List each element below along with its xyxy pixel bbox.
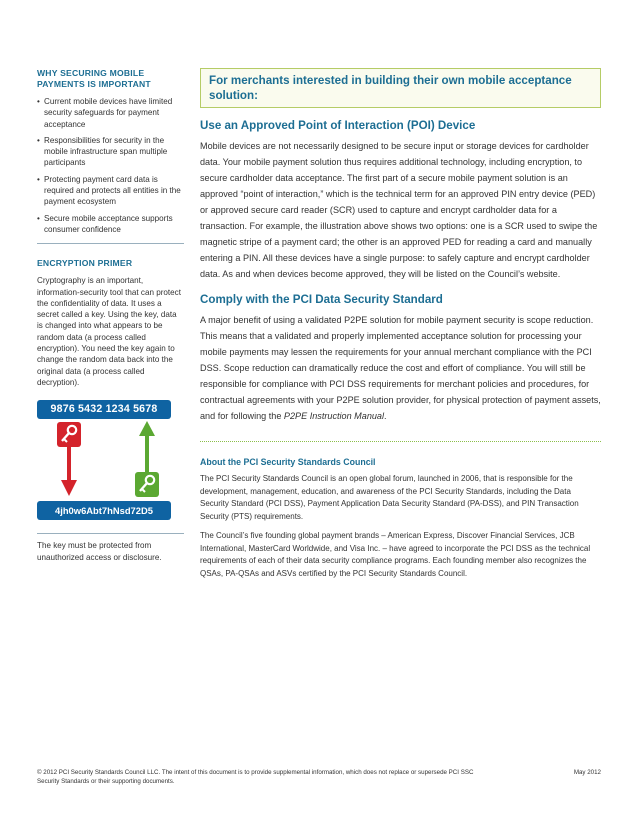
bullet-item: • Responsibilities for security in the mobile infrastructure span multiple participants [37,135,184,169]
section2-end: . [384,411,387,421]
key-icon [135,472,159,497]
key-caption: The key must be protected from unauthorized access or disclosure. [37,541,162,562]
primer-text: Cryptography is an important, information-security tool that can protect the confidentiality of data. It uses a secret called a key. Using the key, data is changed into what appears to be random data (a process called encryption). You need the key again to change the random data back into the original data (a process called decryption). [37,276,181,387]
section2-heading: Comply with the PCI Data Security Standard [200,293,443,306]
down-arrow-icon [61,447,77,496]
section2-text: A major benefit of using a validated P2PE solution for mobile payment security is scope reduction. This means that a validated and properly implemented acceptance solution for processing your mobile payments may lessen the requirements for your annual merchant compliance with the PCI DSS. Scope reduction can dramatically reduce the cost and effort of compliance. You will still be responsible for compliance with PCI DSS requirements for merchant policies and procedures, for contractual agreements with your P2PE solution provider, for physical protection of payment assets, and for following the [200,315,601,421]
footer-text: © 2012 PCI Security Standards Council LLC. The intent of this document is to provide supplemental information, which does not replace or supersede PCI SSC Security Standards or their supporting documents. [37,769,474,785]
encrypted-string-band: 4jh0w6Abt7hNsd72D5 [37,501,171,520]
footer-date: May 2012 [573,769,601,776]
why-bullet-list [37,96,184,235]
primer-heading: ENCRYPTION PRIMER [37,258,133,269]
bullet-item: • Current mobile devices have limited security safeguards for payment acceptance [37,96,184,130]
about-paragraph-2: The Council’s five founding global payment brands – American Express, Discover Financial Services, JCB International, MasterCard Worldwide, and Visa Inc. – have agreed to incorporate the PCI DSS as the technical requirements of each of their data security compliance programs. Each founding member also recognizes the QSAs, PA-QSAs and ASVs certified by the PCI Security Standards Council. [200,531,591,578]
section1-heading: Use an Approved Point of Interaction (POI) Device [200,119,476,132]
bullet-item: • Secure mobile acceptance supports consumer confidence [37,213,184,236]
merchant-callout [200,68,601,108]
section2-body [200,312,601,424]
key-icon [57,422,81,447]
callout-title: For merchants interested in building their own mobile acceptance solution: [209,74,572,102]
section2-manual-title: P2PE Instruction Manual [283,411,385,421]
main-column [200,68,601,587]
about-heading: About the PCI Security Standards Council [200,457,376,467]
plain-number-band: 9876 5432 1234 5678 [37,400,171,419]
section1-body: Mobile devices are not necessarily designed to be secure input or storage devices for cardholder data. Your mobile payment solution thus requires additional technology, including encryption, to secure cardholder data acceptance. The first part of a secure mobile payment solution is an approved “point of interaction,” which is the technical term for an approved PIN entry device (PED) or approved secure card reader (SCR) used to capture and encrypt cardholder data for a transaction. For example, the illustration above shows two options: one is a SCR used to swipe the magnetic stripe of a payment card; the other is an approved PED for reading a card and manually entering a PIN. All these devices have a single purpose: to safely capture and encrypt cardholder data. As and when devices become approved, they will be listed on the Council’s website. [200,141,598,279]
bullet-item: • Protecting payment card data is required and protects all entities in the payment ecosystem [37,174,184,208]
caption-divider [37,533,184,534]
why-heading: WHY SECURING MOBILE PAYMENTS IS IMPORTANT [37,68,151,89]
sidebar-divider [37,243,184,244]
footer [37,768,601,786]
up-arrow-icon [139,421,155,472]
dotted-divider [200,441,601,442]
encryption-figure [37,400,171,520]
about-paragraph-1: The PCI Security Standards Council is an open global forum, launched in 2006, that is responsible for the development, management, education, and awareness of the PCI Security Standards, including the Data Security Standard (PCI DSS), Payment Application Data Security Standard (PA-DSS), and PIN Transaction Security (PTS) requirements. [200,474,579,521]
sidebar [37,68,184,563]
